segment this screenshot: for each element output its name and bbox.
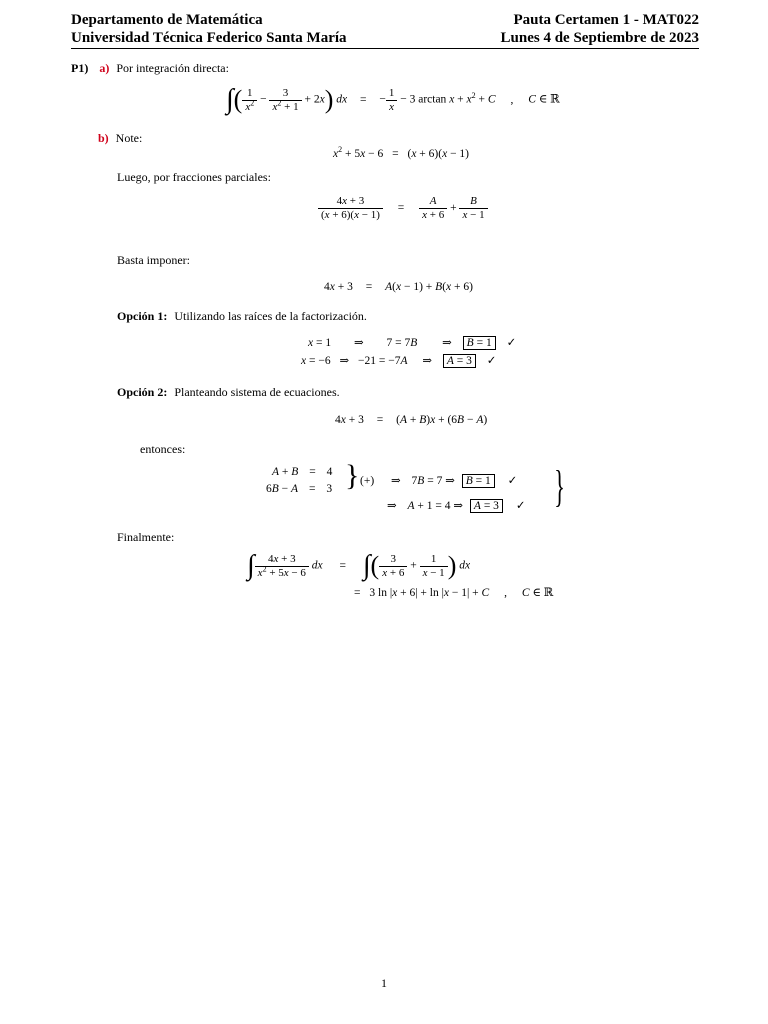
equation-partial-fractions: $\frac{4x + 3}{(x + 6)(x - 1)}$ = $\frac{A}{x + 6}$ + $\frac{B}{x - 1}$ [318,195,488,222]
exam-date: Lunes 4 de Septiembre de 2023 [500,30,699,46]
option-1-line-1: x = 1 ⇒ 7 = 7B ⇒ B = 1 ✓ [308,337,517,349]
page-header [71,11,699,49]
system-brace-left: } [345,459,360,492]
problem-number: P1) [71,61,89,75]
option-2-header [117,385,340,399]
part-b-label: b) [98,131,109,145]
option-2-text: Planteando sistema de ecuaciones. [174,385,340,399]
option-1-label: Opción 1: [117,309,168,323]
final-integral-line-1: ∫ $\frac{4x + 3}{x^2 + 5x - 6}$ dx = ∫( $\frac{3}{x + 6}$ + $\frac{1}{x - 1}$ ) dx [247,550,471,581]
equation-impose: 4x + 3 = A(x − 1) + B(x + 6) [324,281,473,293]
department-name: Departamento de Matemática [71,12,263,28]
exam-title: Pauta Certamen 1 - MAT022 [513,12,699,28]
system-line-2: 6B − A = 3 [266,483,333,495]
option-1-header [117,309,367,323]
partial-fractions-text: Luego, por fracciones parciales: [117,170,271,184]
system-brace-right: } [554,462,565,511]
part-a-intro: Por integración directa: [116,61,229,75]
university-name: Universidad Técnica Federico Santa María [71,30,347,46]
final-integral-line-2: = 3 ln |x + 6| + ln |x − 1| + C , C ∈ ℝ [354,587,554,599]
equation-system: 4x + 3 = (A + B)x + (6B − A) [335,414,488,426]
option-1-text: Utilizando las raíces de la factorización. [174,309,367,323]
then-text: entonces: [140,442,186,456]
finally-text: Finalmente: [117,530,175,544]
part-b-header [98,131,142,145]
header-rule [71,48,699,49]
equation-integral-a: ∫( $\frac{1}{x^2}$ − $\frac{3}{x^2 + 1}$ + 2x) dx = − $\frac{1}{x}$ − 3 $\arctan x + x^2 + C$ , C ∈ ℝ [226,84,560,115]
impose-text: Basta imponer: [117,253,190,267]
part-a-label: a) [99,61,110,75]
equation-factorization: $x^2 + 5x - 6 = (x + 6)(x - 1)$ [333,145,470,160]
problem-label [71,61,229,75]
system-line-1: A + B = 4 [272,466,333,478]
part-b-note: Note: [115,131,143,145]
header-left [71,11,347,47]
header-right [501,11,699,47]
page-number: 1 [381,976,387,990]
system-line-3: ⇒ A + 1 = 4 ⇒ A = 3 ✓ [387,500,526,512]
system-plus: (+) ⇒ 7B = 7 ⇒ B = 1 ✓ [360,475,518,487]
option-2-label: Opción 2: [117,385,168,399]
option-1-line-2: x = −6 ⇒ −21 = −7A ⇒ A = 3 ✓ [301,355,497,367]
